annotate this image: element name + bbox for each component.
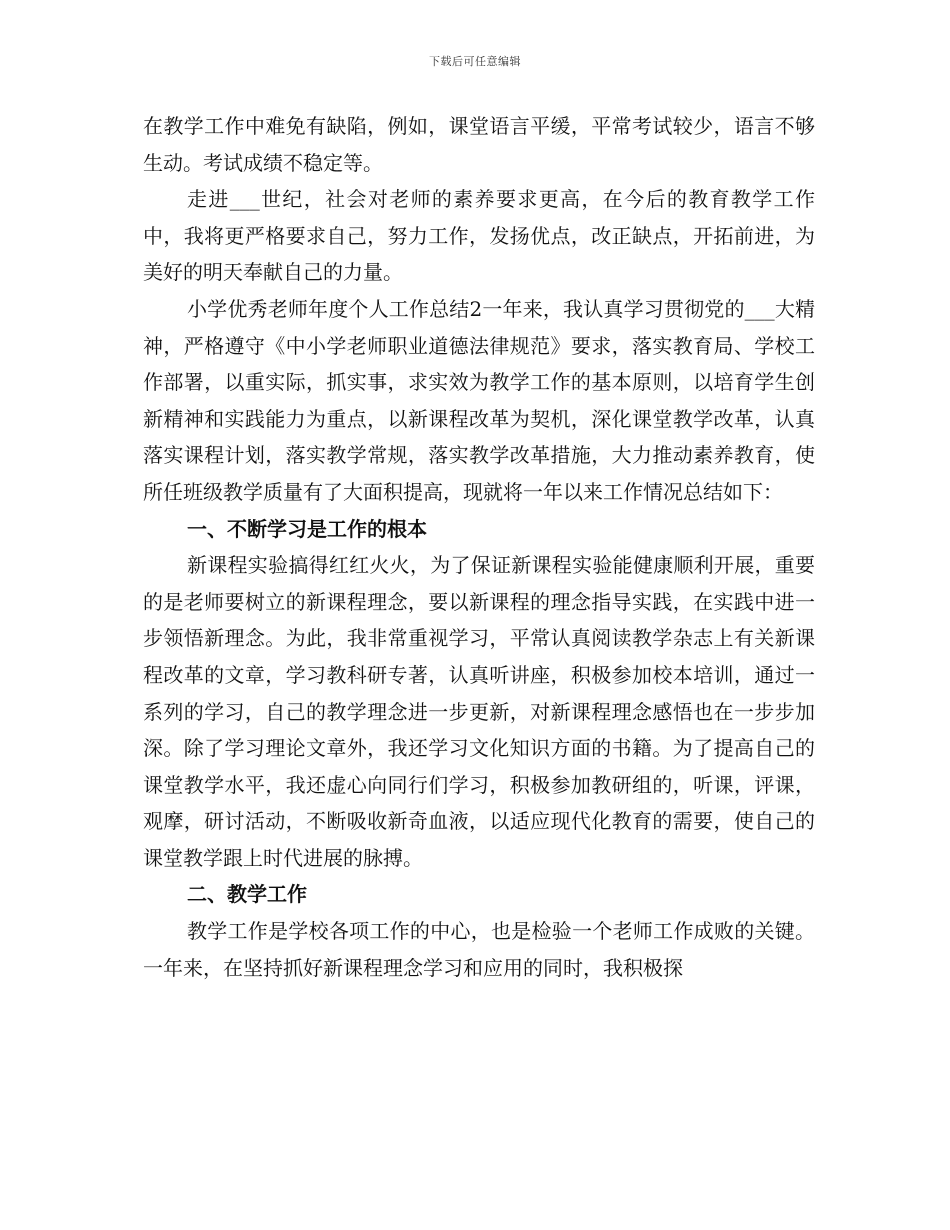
- section-heading-learning: 一、不断学习是工作的根本: [187, 516, 427, 541]
- page-header: 下载后可任意编辑: [429, 55, 521, 68]
- section-heading-teaching: 二、教学工作: [187, 882, 307, 907]
- paragraph-future-plan: 走进___世纪，社会对老师的素养要求更高，在今后的教育教学工作中，我将更严格要求自己，努力工作，发扬优点，改正缺点，开拓前进，为美好的明天奉献自己的力量。: [143, 187, 815, 285]
- paragraph-teaching: 教学工作是学校各项工作的中心，也是检验一个老师工作成败的关键。一年来，在坚持抓好新课程理念学习和应用的同时，我积极探: [143, 919, 815, 980]
- document-body: [143, 108, 815, 986]
- paragraph-annual-summary: 小学优秀老师年度个人工作总结2一年来，我认真学习贯彻党的___大精神，严格遵守《中小学老师职业道德法律规范》要求，落实教育局、学校工作部署，以重实际，抓实事，求实效为教学工作的基本原则，以培育学生创新精神和实践能力为重点，以新课程改革为契机，深化课堂教学改革，认真落实课程计划，落实教学常规，落实教学改革措施，大力推动素养教育，使所任班级教学质量有了大面积提高，现就将一年以来工作情况总结如下：: [143, 296, 815, 504]
- paragraph-learning: 新课程实验搞得红红火火，为了保证新课程实验能健康顺利开展，重要的是老师要树立的新课程理念，要以新课程的理念指导实践，在实践中进一步领悟新理念。为此，我非常重视学习，平常认真阅读教学杂志上有关新课程改革的文章，学习教科研专著，认真听讲座，积极参加校本培训，通过一系列的学习，自己的教学理念进一步更新，对新课程理念感悟也在一步步加深。除了学习理论文章外，我还学习文化知识方面的书籍。为了提高自己的课堂教学水平，我还虚心向同行们学习，积极参加教研组的，听课，评课，观摩，研讨活动，不断吸收新奇血液，以适应现代化教育的需要，使自己的课堂教学跟上时代进展的脉搏。: [143, 553, 815, 870]
- paragraph-intro-shortcomings: 在教学工作中难免有缺陷，例如，课堂语言平缓，平常考试较少，语言不够生动。考试成绩不稳定等。: [143, 114, 815, 175]
